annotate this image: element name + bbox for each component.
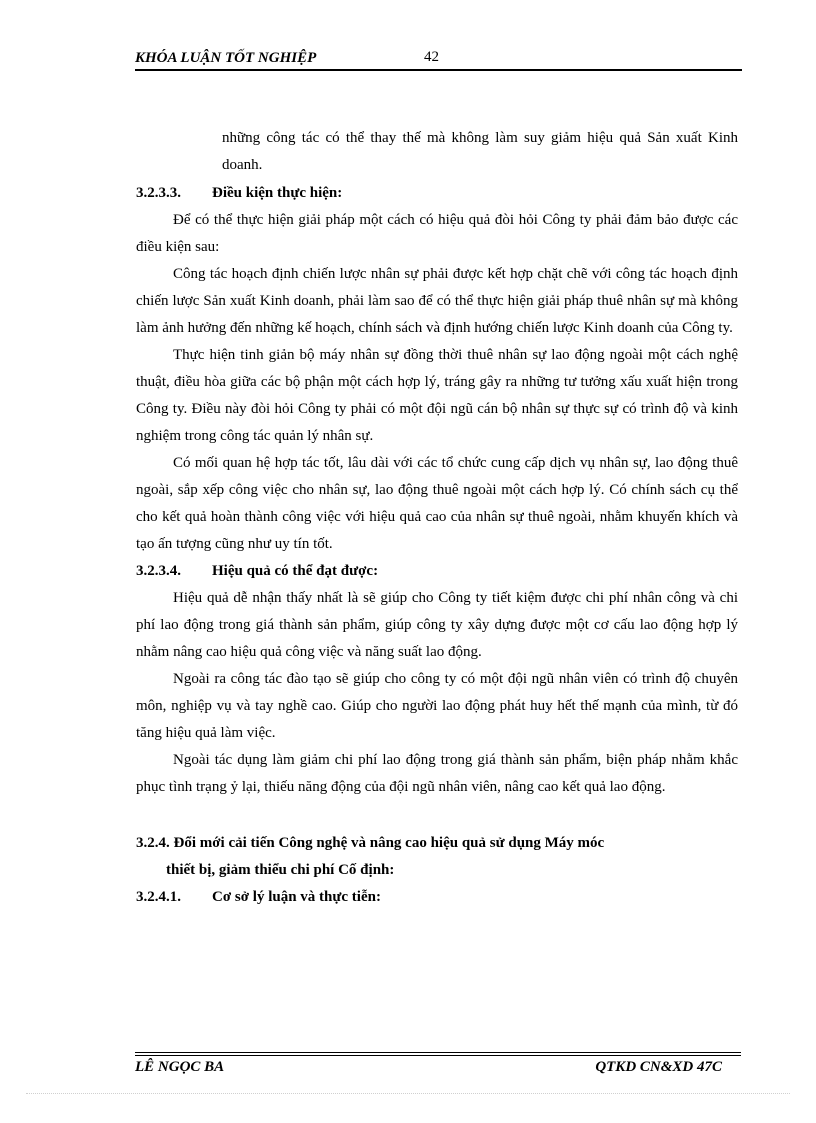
section-title: Cơ sở lý luận và thực tiễn: bbox=[212, 889, 381, 905]
page-edge bbox=[26, 1093, 790, 1094]
paragraph: Để có thể thực hiện giải pháp một cách có hiệu quả đòi hỏi Công ty phải đảm bảo được các điều kiện sau: bbox=[136, 212, 738, 255]
footer-rule bbox=[135, 1052, 741, 1053]
section-heading-3241 bbox=[136, 884, 738, 911]
page-number: 42 bbox=[424, 49, 439, 65]
section-heading-324-line2: thiết bị, giảm thiểu chi phí Cố định: bbox=[166, 862, 395, 878]
section-heading-3233 bbox=[136, 180, 738, 207]
section-heading-3234 bbox=[136, 558, 738, 585]
paragraph: Công tác hoạch định chiến lược nhân sự phải được kết hợp chặt chẽ với công tác hoạch định chiến lược Sản xuất Kinh doanh, phải làm sao để có thể thực hiện giải pháp thuê nhân sự mà không làm ảnh hưởng đến những kế hoạch, chính sách và định hướng chiến lược Kinh doanh của Công ty. bbox=[136, 266, 738, 336]
section-number: 3.2.4.1. bbox=[136, 889, 181, 905]
section-number: 3.2.3.4. bbox=[136, 563, 181, 579]
section-heading-324: 3.2.4. Đổi mới cải tiến Công nghệ và nâng cao hiệu quả sử dụng Máy móc bbox=[136, 835, 605, 851]
footer-rule bbox=[135, 1055, 741, 1056]
section-title: Hiệu quả có thể đạt được: bbox=[212, 563, 379, 579]
header-title: KHÓA LUẬN TỐT NGHIỆP bbox=[135, 50, 317, 66]
bullet-continuation: những công tác có thể thay thế mà không làm suy giảm hiệu quả Sản xuất Kinh doanh. bbox=[222, 130, 738, 173]
document-body bbox=[136, 125, 738, 911]
paragraph: Có mối quan hệ hợp tác tốt, lâu dài với các tổ chức cung cấp dịch vụ nhân sự, lao động thuê ngoài, sắp xếp công việc cho nhân sự, lao động thuê ngoài một cách hợp lý. Có chính sách cụ thể cho kết quả hoàn thành công việc với hiệu quả cao của nhân sự thuê ngoài, nhằm khuyến khích và tạo ấn tượng cũng như uy tín tốt. bbox=[136, 455, 738, 552]
section-title: Điều kiện thực hiện: bbox=[212, 185, 343, 201]
footer-class: QTKD CN&XD 47C bbox=[595, 1059, 722, 1075]
paragraph: Hiệu quả dễ nhận thấy nhất là sẽ giúp cho Công ty tiết kiệm được chi phí nhân công và chi phí lao động trong giá thành sản phẩm, giúp công ty xây dựng được một cơ cấu lao động hợp lý nhằm nâng cao hiệu quả công việc và năng suất lao động. bbox=[136, 590, 738, 660]
paragraph: Ngoài tác dụng làm giảm chi phí lao động trong giá thành sản phẩm, biện pháp nhằm khắc phục tình trạng ỷ lại, thiếu năng động của đội ngũ nhân viên, nâng cao kết quả lao động. bbox=[136, 752, 738, 795]
page-header bbox=[135, 48, 742, 70]
footer-author: LÊ NGỌC BA bbox=[135, 1059, 225, 1075]
header-rule bbox=[135, 69, 742, 71]
section-number: 3.2.3.3. bbox=[136, 185, 181, 201]
paragraph: Thực hiện tinh giản bộ máy nhân sự đồng thời thuê nhân sự lao động ngoài một cách nghệ thuật, điều hòa giữa các bộ phận một cách hợp lý, tráng gây ra những tư tưởng xấu xuất hiện trong Công ty. Điều này đòi hỏi Công ty phải có một đội ngũ cán bộ nhân sự thực sự có trình độ và kinh nghiệm trong công tác quản lý nhân sự. bbox=[136, 347, 738, 444]
paragraph: Ngoài ra công tác đào tạo sẽ giúp cho công ty có một đội ngũ nhân viên có trình độ chuyên môn, nghiệp vụ và tay nghề cao. Giúp cho người lao động phát huy hết thế mạnh của mình, từ đó tăng hiệu quả làm việc. bbox=[136, 671, 738, 741]
